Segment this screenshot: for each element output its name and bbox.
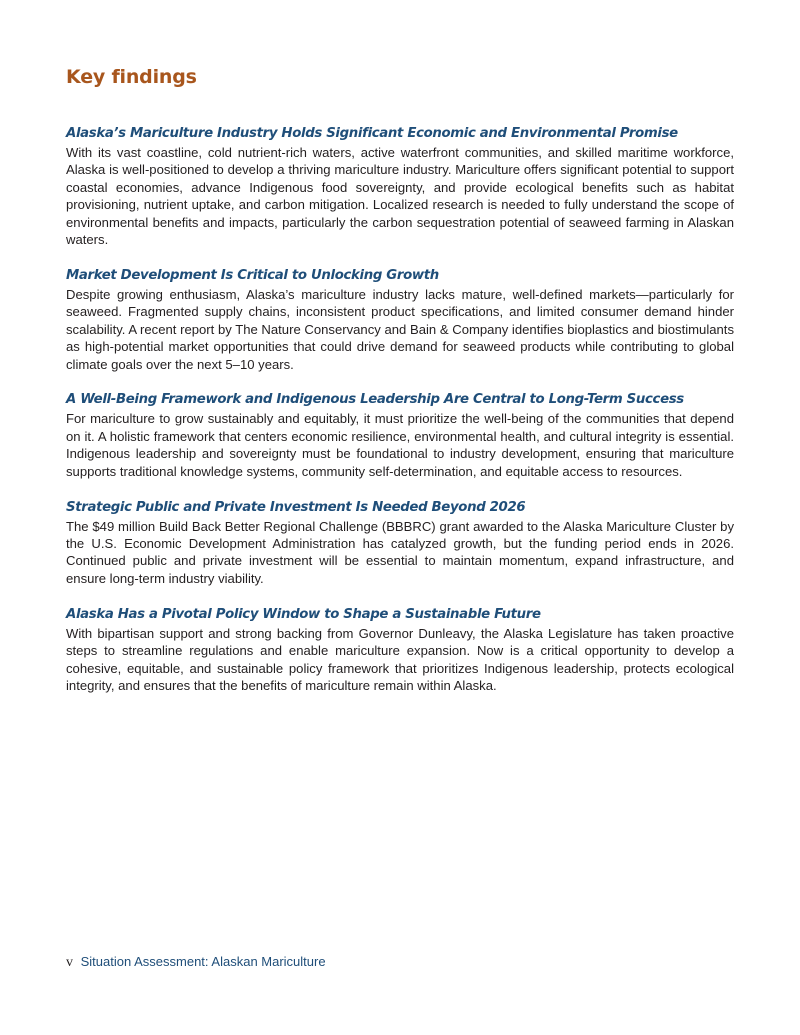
footer-document-title: Situation Assessment: Alaskan Mariculture — [80, 954, 326, 969]
finding-section — [66, 498, 734, 588]
key-findings-list — [66, 124, 734, 712]
finding-section — [66, 605, 734, 695]
finding-heading: Alaska Has a Pivotal Policy Window to Shape a Sustainable Future — [66, 606, 541, 622]
finding-body: The $49 million Build Back Better Regional Challenge (BBBRC) grant awarded to the Alaska Mariculture Cluster by the U.S. Economic Development Administration has catalyzed growth, but the funding period ends in 2026. Continued public and private investment will be essential to maintain momentum, expand infrastructure, and ensure long-term industry viability. — [66, 518, 734, 586]
finding-body: With its vast coastline, cold nutrient-rich waters, active waterfront communities, and skilled maritime workforce, Alaska is well-positioned to develop a thriving mariculture industry. Mariculture offers significant potential to support coastal economies, advance Indigenous food sovereignty, and provide ecological benefits such as habitat provisioning, nutrient uptake, and carbon mitigation. Localized research is needed to fully understand the scope of environmental benefits and impacts, particularly the carbon sequestration potential of seaweed farming in Alaskan waters. — [66, 145, 734, 248]
finding-section — [66, 390, 734, 480]
page-footer — [66, 953, 326, 971]
finding-heading: Market Development Is Critical to Unlocking Growth — [66, 267, 439, 283]
finding-body: For mariculture to grow sustainably and equitably, it must prioritize the well-being of the communities that depend on it. A holistic framework that centers economic resilience, environmental health, and cultural integrity is essential. Indigenous leadership and sovereignty must be foundational to industry development, ensuring that mariculture supports traditional knowledge systems, community self-determination, and equitable access to resources. — [66, 411, 734, 479]
finding-heading: Strategic Public and Private Investment Is Needed Beyond 2026 — [66, 499, 526, 515]
finding-heading: Alaska’s Mariculture Industry Holds Significant Economic and Environmental Promise — [66, 126, 678, 141]
finding-section — [66, 266, 734, 373]
finding-body: With bipartisan support and strong backing from Governor Dunleavy, the Alaska Legislature has taken proactive steps to streamline regulations and enable mariculture expansion. Now is a critical opportunity to develop a cohesive, equitable, and sustainable policy framework that prioritizes Indigenous leadership, protects ecological integrity, and ensures that the benefits of mariculture remain within Alaska. — [66, 625, 734, 693]
footer-page-number: v — [66, 955, 73, 970]
finding-section — [66, 124, 734, 248]
finding-heading: A Well-Being Framework and Indigenous Leadership Are Central to Long-Term Success — [66, 392, 684, 408]
finding-body: Despite growing enthusiasm, Alaska’s mariculture industry lacks mature, well-defined markets—particularly for seaweed. Fragmented supply chains, inconsistent product specifications, and limited consumer demand hinder scalability. A recent report by The Nature Conservancy and Bain & Company identifies bioplastics and biostimulants as high-potential market opportunities that could drive demand for seaweed products while contributing to global climate goals over the next 5–10 years. — [66, 286, 734, 372]
page-title: Key findings — [66, 66, 197, 88]
